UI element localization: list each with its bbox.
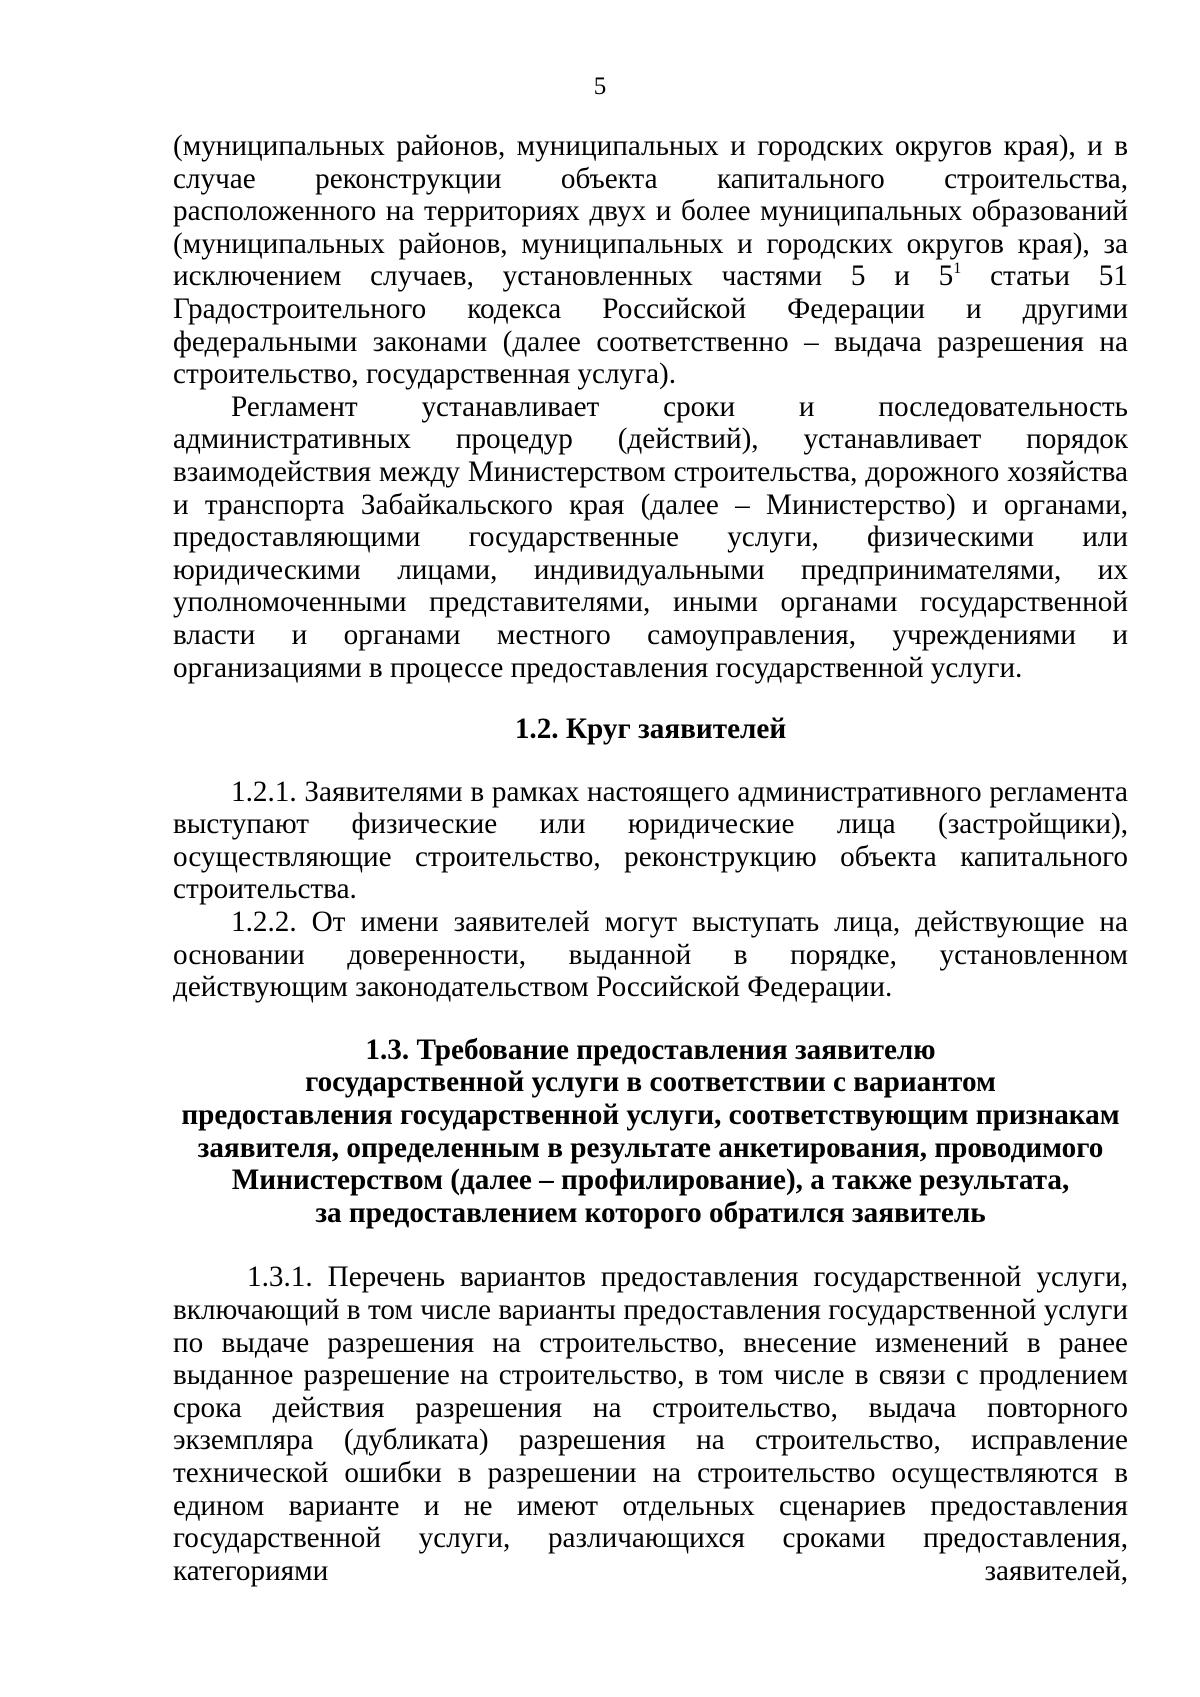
section-heading-1-3 — [173, 1034, 1128, 1230]
spacer — [173, 684, 1128, 713]
superscript-footnote: 1 — [953, 260, 962, 278]
page-number: 5 — [593, 73, 607, 100]
section-heading-1-3-line: заявителя, определенным в результате анкетирования, проводимого — [197, 1131, 1104, 1164]
paragraph-1-2-2: 1.2.2. От имени заявителей могут выступать лица, действующие на основании доверенности, выданной в порядке, установленном действующим законодательством Российской Федерации. — [173, 906, 1128, 1004]
paragraph-1-3-1: 1.3.1. Перечень вариантов предоставления государственной услуги, включающий в том числе варианты предоставления государственной услуги по выдаче разрешения на строительство, внесение изменений в ранее выданное разрешение на строительство, в том числе в связи с продлением срока действия разрешения на строительство, выдача повторного экземпляра (дубликата) разрешения на строительство, исправление технической ошибки в разрешении на строительство осуществляются в едином варианте и не имеют отдельных сценариев предоставления государственной услуги, различающихся сроками предоставления, категориями заявителей, — [173, 1261, 1128, 1587]
document-body — [173, 130, 1128, 1587]
section-heading-1-3-line: за предоставлением которого обратился заявитель — [315, 1196, 986, 1229]
spacer — [173, 1229, 1128, 1261]
section-heading-1-2: 1.2. Круг заявителей — [514, 713, 787, 746]
spacer — [173, 746, 1128, 776]
reglament-paragraph: Регламент устанавливает сроки и последовательность административных процедур (действий), устанавливает порядок взаимодействия между Министерством строительства, дорожного хозяйства и транспорта Забайкальского края (далее – Министерство) и органами, предоставляющими государственные услуги, физическими или юридическими лицами, индивидуальными предпринимателями, их уполномоченными представителями, иными органами государственной власти и органами местного самоуправления, учреждениями и организациями в процессе предоставления государственной услуги. — [173, 390, 1128, 684]
section-heading-1-3-line: предоставления государственной услуги, соответствующим признакам — [181, 1099, 1120, 1132]
intro-text-part-1: (муниципальных районов, муниципальных и городских округов края), и в случае реконструкции объекта капитального строительства, расположенного на территориях двух и более муниципальных образований (муниципальных районов, муниципальных и городских округов края), за исключением случаев, установленных частями 5 и 5 — [173, 130, 1128, 293]
section-heading-1-3-line: Министерством (далее – профилирование), а также результата, — [231, 1164, 1070, 1197]
spacer — [173, 1004, 1128, 1034]
section-heading-1-3-line: государственной услуги в соответствии с вариантом — [305, 1066, 996, 1099]
paragraph-1-2-1: 1.2.1. Заявителями в рамках настоящего административного регламента выступают физические или юридические лица (застройщики), осуществляющие строительство, реконструкцию объекта капитального строительства. — [173, 775, 1128, 906]
intro-text-part-2: статьи 51 Градостроительного кодекса Российской Федерации и другими федеральными законами (далее соответственно – выдача разрешения на строительство, государственная услуга). — [173, 260, 1128, 391]
intro-paragraph — [173, 130, 1128, 391]
section-heading-1-3-line: 1.3. Требование предоставления заявителю — [365, 1033, 936, 1066]
